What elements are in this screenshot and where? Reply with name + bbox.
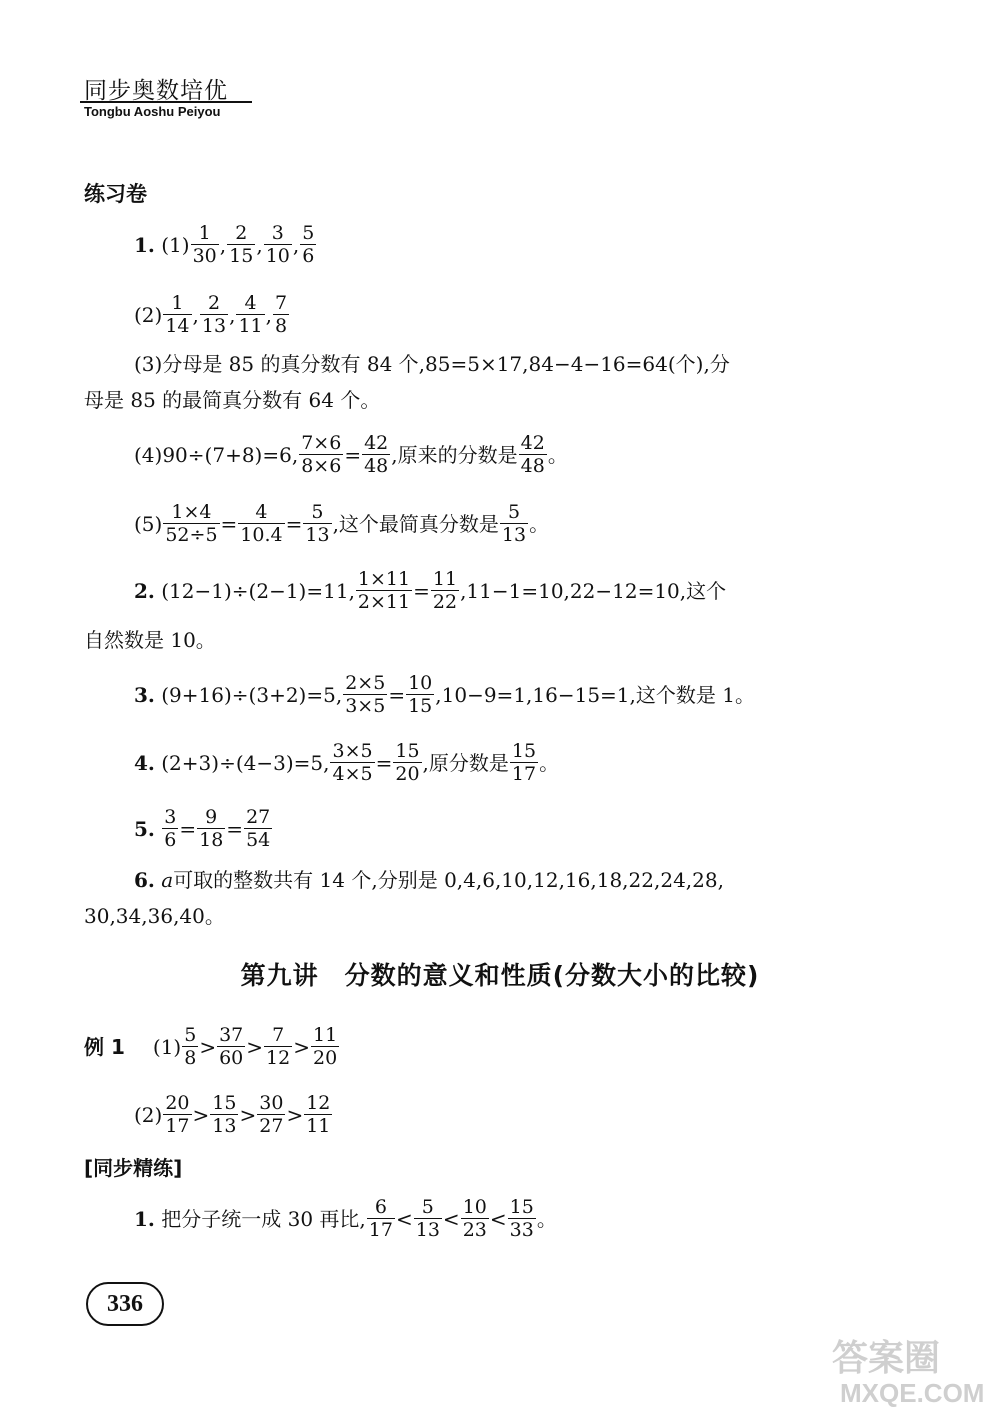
- q3: 3. (9+16)÷(3+2)=5, $\frac{2\times 5}{3\times 5}$ = $\frac{10}{15}$ ,10−9=1,16−15=1,这个数是 1。: [134, 672, 755, 717]
- header-rule: [80, 101, 252, 103]
- practice-q1: 1. 把分子统一成 30 再比, $\frac{6}{17}$ < $\frac{5}{13}$ < $\frac{10}{23}$ < $\frac{15}{33}$ 。: [134, 1196, 557, 1241]
- fraction: $\frac{1\times 11}{2\times 11}$: [357, 568, 411, 613]
- practice-title: [同步精练]: [84, 1156, 183, 1180]
- q5: 5. $\frac{3}{6}$ = $\frac{9}{18}$ = $\frac{27}{54}$: [134, 806, 271, 851]
- q2-line2: 自然数是 10。: [84, 628, 216, 652]
- watermark-logo: 答案圈: [832, 1338, 941, 1379]
- fraction: $\frac{7}{8}$: [274, 292, 288, 337]
- fraction: $\frac{30}{27}$: [259, 1092, 284, 1137]
- example1-part2: (2) $\frac{20}{17}$ > $\frac{15}{13}$ > $\frac{30}{27}$ > $\frac{12}{11}$: [134, 1092, 331, 1137]
- fraction: $\frac{3\times 5}{4\times 5}$: [332, 740, 373, 785]
- fraction: $\frac{3}{6}$: [164, 806, 177, 851]
- question-number: 1.: [134, 232, 155, 257]
- fraction: $\frac{4}{10.4}$: [240, 501, 283, 546]
- fraction: $\frac{2}{13}$: [201, 292, 227, 337]
- sub-label: (1): [161, 232, 190, 257]
- question-number: 3.: [134, 682, 155, 707]
- fraction: $\frac{5}{13}$: [415, 1196, 440, 1241]
- fraction: $\frac{4}{11}$: [238, 292, 263, 337]
- q1-part2: (2) $\frac{1}{14}$ , $\frac{2}{13}$ , $\frac{4}{11}$ , $\frac{7}{8}$: [134, 292, 288, 337]
- fraction: $\frac{6}{17}$: [368, 1196, 393, 1241]
- watermark-url: MXQE.COM: [840, 1378, 985, 1408]
- q6-line2: 30,34,36,40。: [84, 904, 225, 928]
- fraction: $\frac{2}{15}$: [229, 222, 254, 267]
- sub-label: (2): [134, 302, 163, 327]
- lecture-title: 第九讲 分数的意义和性质(分数大小的比较): [240, 961, 760, 990]
- question-number: 6.: [134, 868, 155, 892]
- fraction: $\frac{3}{10}$: [265, 222, 290, 267]
- fraction: $\frac{15}{13}$: [212, 1092, 237, 1137]
- q1-part3-line2: 母是 85 的最简真分数有 64 个。: [84, 388, 381, 412]
- fraction: $\frac{5}{13}$: [501, 501, 527, 546]
- question-number: 1.: [134, 1206, 155, 1231]
- section-title: 练习卷: [84, 182, 147, 206]
- example1-part1: 例 1 (1) $\frac{5}{8}$ > $\frac{37}{60}$ > $\frac{7}{12}$ > $\frac{11}{20}$: [84, 1024, 338, 1069]
- fraction: $\frac{15}{20}$: [395, 740, 420, 785]
- q1-part3-line1: (3)分母是 85 的真分数有 84 个,85=5×17,84−4−16=64(个),分: [134, 352, 730, 376]
- q4: 4. (2+3)÷(4−3)=5, $\frac{3\times 5}{4\times 5}$ = $\frac{15}{20}$ ,原分数是 $\frac{15}{17}$ 。: [134, 740, 560, 785]
- fraction: $\frac{5}{6}$: [302, 222, 315, 267]
- fraction: $\frac{12}{11}$: [306, 1092, 331, 1137]
- page-number: 336: [86, 1282, 164, 1326]
- fraction: $\frac{1}{14}$: [165, 292, 190, 337]
- q6-line1: 6. a 可取的整数共有 14 个,分别是 0,4,6,10,12,16,18,22,24,28,: [134, 860, 724, 900]
- fraction: $\frac{42}{48}$: [364, 432, 389, 477]
- fraction: $\frac{9}{18}$: [199, 806, 224, 851]
- fraction: $\frac{5}{13}$: [305, 501, 330, 546]
- fraction: $\frac{7}{12}$: [266, 1024, 291, 1069]
- fraction: $\frac{42}{48}$: [520, 432, 545, 477]
- fraction: $\frac{10}{15}$: [408, 672, 433, 717]
- fraction: $\frac{11}{22}$: [432, 568, 458, 613]
- fraction: $\frac{37}{60}$: [219, 1024, 244, 1069]
- question-number: 5.: [134, 816, 155, 841]
- question-number: 2.: [134, 578, 155, 603]
- fraction: $\frac{1\times 4}{52\div 5}$: [165, 501, 218, 546]
- q1-part4: (4)90÷(7+8)=6, $\frac{7\times 6}{8\times 6}$ = $\frac{42}{48}$ ,原来的分数是 $\frac{42}{48}$ 。: [134, 432, 568, 477]
- fraction: $\frac{27}{54}$: [246, 806, 271, 851]
- q1-part5: (5) $\frac{1\times 4}{52\div 5}$ = $\frac{4}{10.4}$ = $\frac{5}{13}$ ,这个最简真分数是 $\frac{5}{13}$ 。: [134, 501, 550, 546]
- fraction: $\frac{15}{17}$: [511, 740, 537, 785]
- fraction: $\frac{20}{17}$: [165, 1092, 190, 1137]
- fraction: $\frac{1}{30}$: [192, 222, 217, 267]
- q2-line1: 2. (12−1)÷(2−1)=11, $\frac{1\times 11}{2\times 11}$ = $\frac{11}{22}$ ,11−1=10,22−12=10,这个: [134, 568, 727, 613]
- fraction: $\frac{10}{23}$: [462, 1196, 487, 1241]
- variable: a: [161, 868, 174, 892]
- fraction: $\frac{7\times 6}{8\times 6}$: [301, 432, 342, 477]
- book-series-title: 同步奥数培优: [84, 78, 228, 104]
- book-series-subtitle: Tongbu Aoshu Peiyou: [84, 104, 221, 119]
- fraction: $\frac{2\times 5}{3\times 5}$: [345, 672, 386, 717]
- example-label: 例 1: [84, 1034, 125, 1059]
- question-number: 4.: [134, 750, 155, 775]
- fraction: $\frac{15}{33}$: [509, 1196, 534, 1241]
- fraction: $\frac{5}{8}$: [184, 1024, 197, 1069]
- q1-part1: 1. (1) $\frac{1}{30}$ , $\frac{2}{15}$ , $\frac{3}{10}$ , $\frac{5}{6}$: [134, 222, 315, 267]
- fraction: $\frac{11}{20}$: [313, 1024, 338, 1069]
